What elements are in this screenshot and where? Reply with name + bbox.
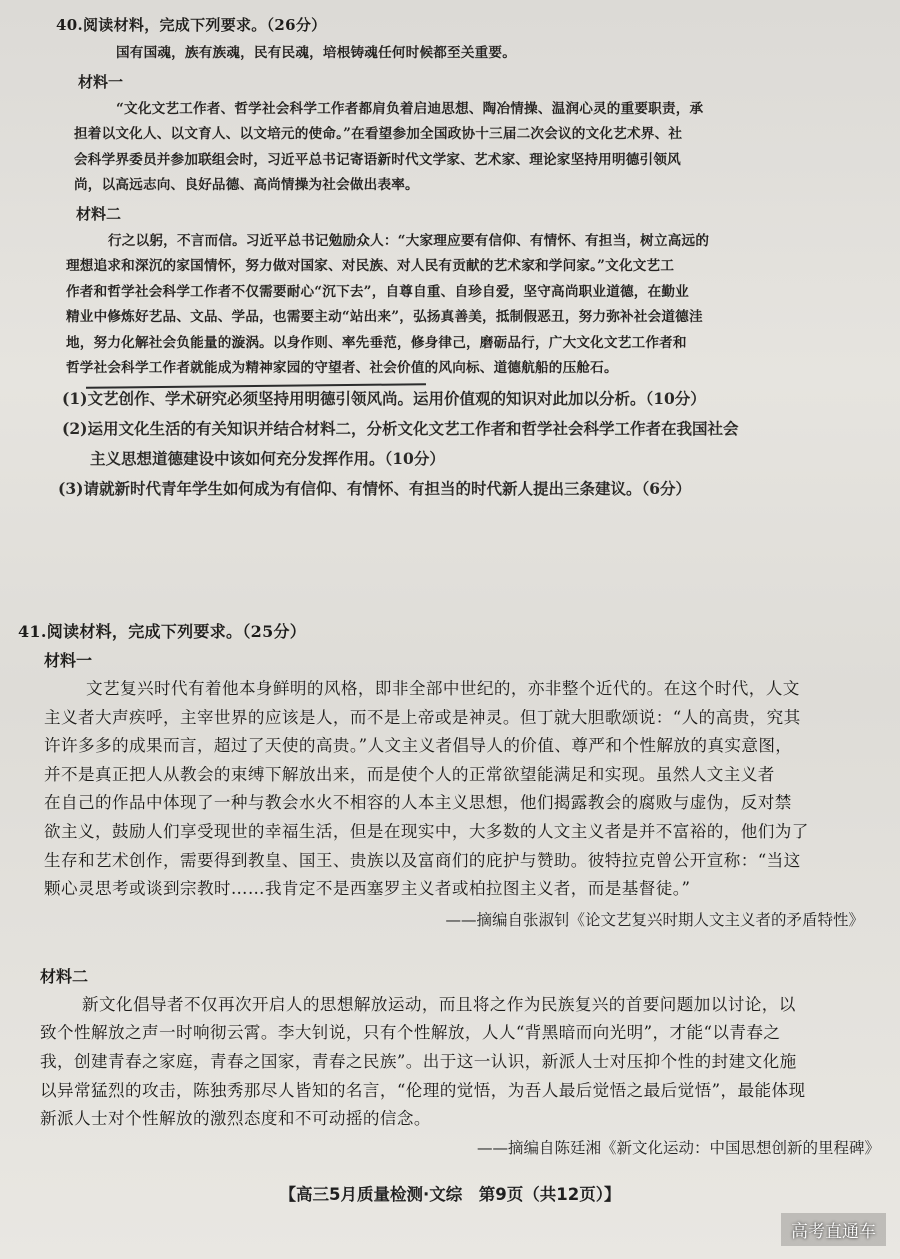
text-line: 理想追求和深沉的家国情怀，努力做对国家、对民族、对人民有贡献的艺术家和学问家。”文化文艺工 xyxy=(66,258,675,274)
page-footer: 【高三5月质量检测·文综 第9页（共12页）】 xyxy=(279,1185,621,1204)
text-line: 并不是真正把人从教会的束缚下解放出来，而是使个人的正常欲望能满足和实现。虽然人文主义者 xyxy=(44,764,775,784)
subquestion-2-cont: 主义思想道德建设中该如何充分发挥作用。（10分） xyxy=(90,448,445,468)
text-line: 主义者大声疾呼，主宰世界的应该是人，而不是上帝或是神灵。但丁就大胆歌颂说：“人的高贵，究其 xyxy=(44,707,801,727)
text-line: 生存和艺术创作，需要得到教皇、国王、贵族以及富商们的庇护与赞助。彼特拉克曾公开宣称：“当这 xyxy=(44,850,801,870)
subquestion-2: (2)运用文化生活的有关知识并结合材料二，分析文化文艺工作者和哲学社会科学工作者在我国社会 xyxy=(62,418,739,438)
material-2-text xyxy=(66,229,836,382)
subquestion-3: (3)请就新时代青年学生如何成为有信仰、有情怀、有担当的时代新人提出三条建议。（6分） xyxy=(58,478,691,498)
material-2-label: 材料二 xyxy=(40,966,89,986)
text-line: 以异常猛烈的攻击，陈独秀那尽人皆知的名言，“伦理的觉悟，为吾人最后觉悟之最后觉悟”，最能体现 xyxy=(40,1080,806,1100)
material-2-label: 材料二 xyxy=(76,204,122,223)
text-line: 致个性解放之声一时响彻云霄。李大钊说，只有个性解放，人人“背黑暗而向光明”，才能“以青春之 xyxy=(40,1023,781,1043)
text-line: 欲主义，鼓励人们享受现世的幸福生活，但是在现实中，大多数的人文主义者是并不富裕的，他们为了 xyxy=(44,821,809,841)
material-1-text xyxy=(44,675,874,904)
text-line: 担着以文化人、以文育人、以文培元的使命。”在看望参加全国政协十三届二次会议的文化艺术界、社 xyxy=(74,126,683,142)
text-line: 许许多多的成果而言，超过了天使的高贵。”人文主义者倡导人的价值、尊严和个性解放的真实意图， xyxy=(44,736,793,756)
text-line: 地，努力化解社会负能量的漩涡。以身作则、率先垂范，修身律己，磨砺品行，广大文化文艺工作者和 xyxy=(66,334,687,351)
question-40-intro: 国有国魂，族有族魂，民有民魂，培根铸魂任何时候都至关重要。 xyxy=(116,45,517,61)
subquestion-1: (1)文艺创作、学术研究必须坚持用明德引领风尚。运用价值观的知识对此加以分析。（10分） xyxy=(62,388,706,408)
text-line: 行之以躬，不言而信。习近平总书记勉励众人：“大家理应要有信仰、有情怀、有担当，树立高远的 xyxy=(108,232,710,249)
question-40 xyxy=(0,14,900,504)
material-2-source: ——摘编自陈廷湘《新文化运动：中国思想创新的里程碑》 xyxy=(476,1138,880,1157)
text-line: 我，创建青春之家庭，青春之国家，青春之民族”。出于这一认识，新派人士对压抑个性的封建文化施 xyxy=(40,1051,797,1071)
text-line: 新派人士对个性解放的激烈态度和不可动摇的信念。 xyxy=(40,1109,431,1129)
text-line: 精业中修炼好艺品、文品、学品，也需要主动“站出来”，弘扬真善美，抵制假恶丑，努力弥补社会道德洼 xyxy=(66,309,703,325)
watermark-logo: 高考直通车 xyxy=(781,1213,886,1246)
material-1-label: 材料一 xyxy=(78,72,124,91)
text-line: “文化文艺工作者、哲学社会科学工作者都肩负着启迪思想、陶冶情操、温润心灵的重要职责，承 xyxy=(116,100,704,117)
question-41 xyxy=(0,619,900,1158)
text-line: 会科学界委员并参加联组会时，习近平总书记寄语新时代文学家、艺术家、理论家坚持用明德引领风 xyxy=(74,151,681,168)
question-41-title: 41.阅读材料，完成下列要求。（25分） xyxy=(18,622,307,641)
text-line: 尚，以高远志向、良好品德、高尚情操为社会做出表率。 xyxy=(74,177,419,193)
material-1-label: 材料一 xyxy=(44,651,93,670)
question-40-title: 40.阅读材料，完成下列要求。（26分） xyxy=(56,16,327,34)
material-2-text xyxy=(40,991,880,1134)
text-line: 在自己的作品中体现了一种与教会水火不相容的人本主义思想，他们揭露教会的腐败与虚伪，反对禁 xyxy=(44,793,792,813)
text-line: 颗心灵思考或谈到宗教时……我肯定不是西塞罗主义者或柏拉图主义者，而是基督徒。” xyxy=(44,879,691,899)
material-1-text xyxy=(74,97,834,199)
text-line: 文艺复兴时代有着他本身鲜明的风格，即非全部中世纪的，亦非整个近代的。在这个时代，人文 xyxy=(86,679,800,698)
text-line: 哲学社会科学工作者就能成为精神家园的守望者、社会价值的风向标、道德航船的压舱石。 xyxy=(66,360,618,376)
material-1-source: ——摘编自张淑钊《论文艺复兴时期人文主义者的矛盾特性》 xyxy=(445,910,864,929)
text-line: 新文化倡导者不仅再次开启人的思想解放运动，而且将之作为民族复兴的首要问题加以讨论，以 xyxy=(82,994,796,1014)
text-line: 作者和哲学社会科学工作者不仅需要耐心“沉下去”，自尊自重、自珍自爱，坚守高尚职业道德，在勤业 xyxy=(66,283,689,300)
question-40-subquestions xyxy=(58,384,842,504)
